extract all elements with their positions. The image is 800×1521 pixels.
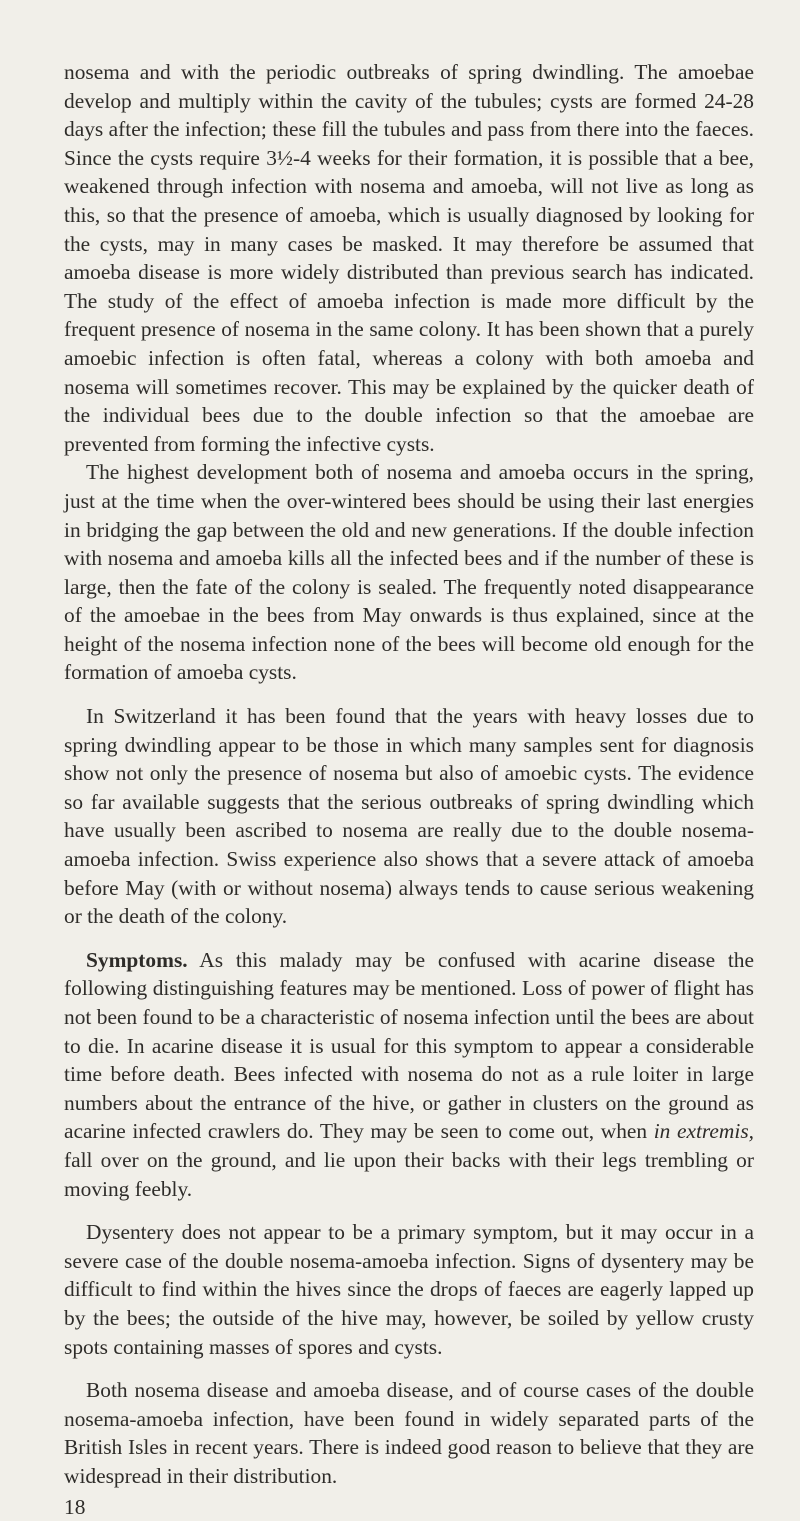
paragraph-amoeba-cysts: nosema and with the periodic outbreaks of spring dwindling. The amoebae develop and multiply within the cavity of the tubules; cysts are formed 24-28 days after the infection; these fill the tubules and pass from there into the faeces. Since the cysts require 3½-4 weeks for their formation, it is possible that a bee, weakened through infection with nosema and amoeba, will not live as long as this, so that the presence of amoeba, which is usually diagnosed by looking for the cysts, may in many cases be masked. It may therefore be assumed that amoeba disease is more widely distributed than previous search has indicated. The study of the effect of amoeba infection is made more difficult by the frequent presence of nosema in the same colony. It has been shown that a purely amoebic infection is often fatal, whereas a colony with both amoeba and nosema will sometimes recover. This may be explained by the quicker death of the individual bees due to the double infection so that the amoebae are prevented from forming the infective cysts. [64, 58, 754, 458]
symptoms-text-after: fall over on the ground, and lie upon their backs with their legs trembling or moving feebly. [64, 1148, 754, 1201]
symptoms-italic-phrase: in extremis, [654, 1119, 754, 1143]
symptoms-heading: Symptoms. [86, 948, 188, 972]
paragraph-switzerland: In Switzerland it has been found that the years with heavy losses due to spring dwindling appear to be those in which many samples sent for diagnosis show not only the presence of nosema but also of amoebic cysts. The evidence so far available suggests that the serious outbreaks of spring dwindling which have usually been ascribed to nosema are really due to the double nosema-amoeba infection. Swiss experience also shows that a severe attack of amoeba before May (with or without nosema) always tends to cause serious weakening or the death of the colony. [64, 702, 754, 931]
paragraph-distribution: Both nosema disease and amoeba disease, and of course cases of the double nosema-amoeba infection, have been found in widely separated parts of the British Isles in recent years. There is indeed good reason to believe that they are widespread in their distribution. [64, 1376, 754, 1490]
symptoms-text: As this malady may be confused with acarine disease the following distinguishing features may be mentioned. Loss of power of flight has not been found to be a characteristic of nosema infection until the bees are about to die. In acarine disease it is usual for this symptom to appear a considerable time before death. Bees infected with nosema do not as a rule loiter in large numbers about the entrance of the hive, or gather in clusters on the ground as acarine infected crawlers do. They may be seen to come out, when [64, 948, 754, 1144]
paragraph-dysentery: Dysentery does not appear to be a primary symptom, but it may occur in a severe case of the double nosema-amoeba infection. Signs of dysentery may be difficult to find within the hives since the drops of faeces are eagerly lapped up by the bees; the outside of the hive may, however, be soiled by yellow crusty spots containing masses of spores and cysts. [64, 1218, 754, 1361]
page-number: 18 [64, 1493, 754, 1521]
paragraph-spring-development: The highest development both of nosema and amoeba occurs in the spring, just at the time when the over-wintered bees should be using their last energies in bridging the gap between the old and new generations. If the double infection with nosema and amoeba kills all the infected bees and if the number of these is large, then the fate of the colony is sealed. The frequently noted disappearance of the amoebae in the bees from May onwards is thus explained, since at the height of the nosema infection none of the bees will become old enough for the formation of amoeba cysts. [64, 458, 754, 687]
paragraph-symptoms [64, 946, 754, 1203]
